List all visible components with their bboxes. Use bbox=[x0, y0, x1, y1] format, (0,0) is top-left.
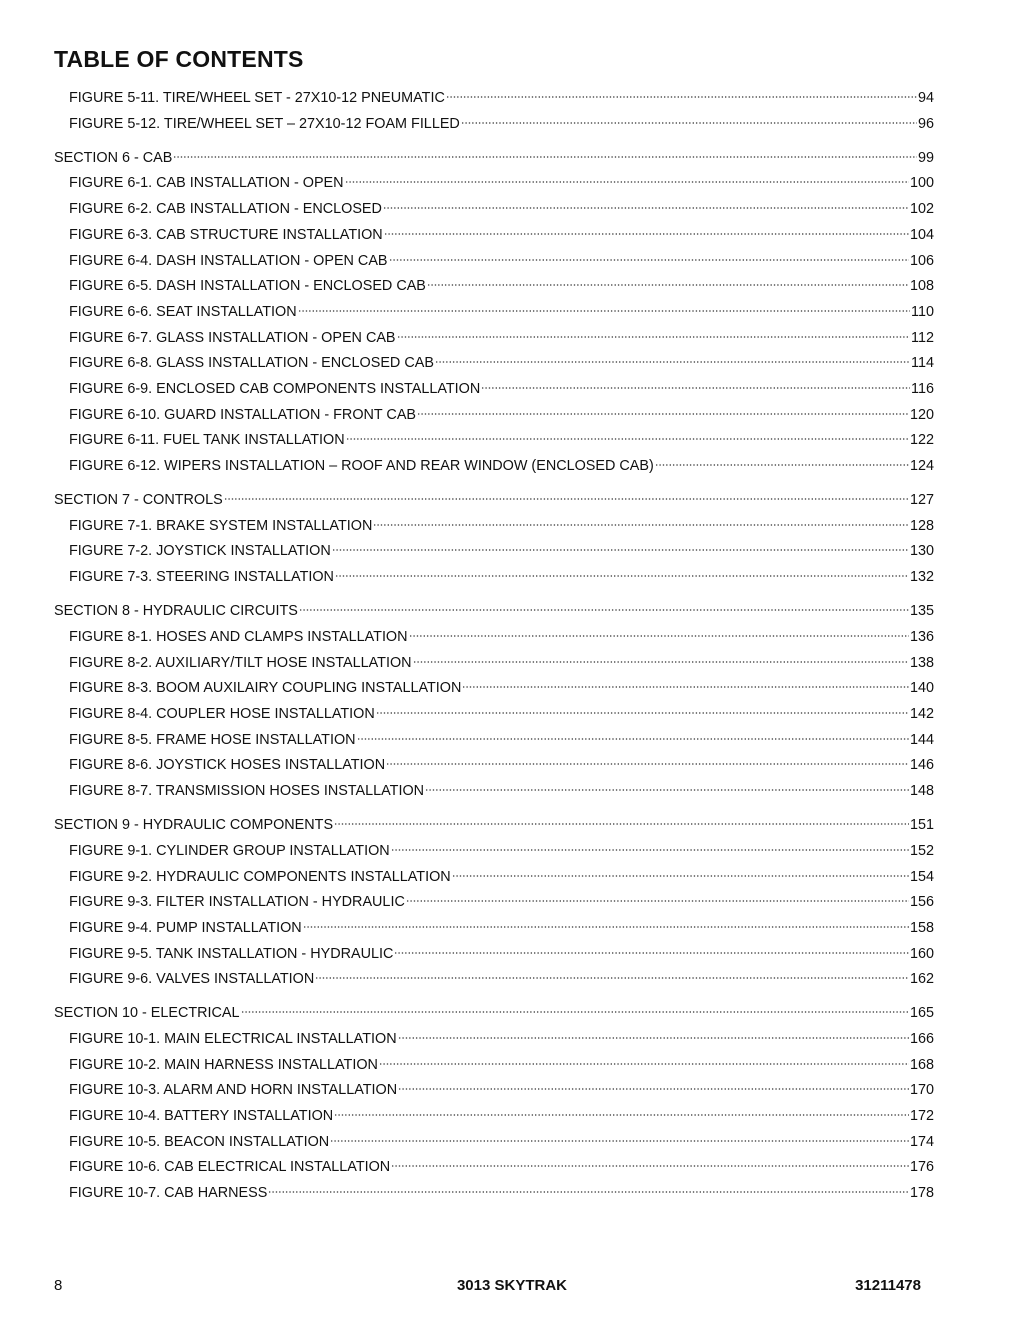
table-of-contents bbox=[0, 86, 1024, 1207]
toc-figure-entry[interactable] bbox=[0, 274, 1024, 300]
toc-entry-title: SECTION 8 - HYDRAULIC CIRCUITS bbox=[54, 603, 298, 620]
toc-entry-title: FIGURE 8-5. FRAME HOSE INSTALLATION bbox=[69, 731, 356, 748]
dot-leader bbox=[373, 523, 909, 527]
toc-section-entry[interactable] bbox=[0, 488, 1024, 514]
toc-entry-page-number: 96 bbox=[917, 115, 934, 132]
toc-entry-title: FIGURE 6-10. GUARD INSTALLATION - FRONT CAB bbox=[69, 406, 417, 423]
toc-entry-page-number: 102 bbox=[909, 201, 934, 218]
toc-entry-title: FIGURE 8-2. AUXILIARY/TILT HOSE INSTALLATION bbox=[69, 654, 412, 671]
toc-entry-page-number: 176 bbox=[909, 1159, 934, 1176]
dot-leader bbox=[173, 155, 917, 159]
toc-entry-title: FIGURE 6-1. CAB INSTALLATION - OPEN bbox=[69, 175, 344, 192]
toc-figure-entry[interactable] bbox=[0, 1130, 1024, 1156]
footer-page-number: 8 bbox=[54, 1277, 63, 1294]
toc-entry-page-number: 146 bbox=[909, 757, 934, 774]
toc-entry-title: FIGURE 9-6. VALVES INSTALLATION bbox=[69, 971, 315, 988]
toc-entry-title: FIGURE 10-6. CAB ELECTRICAL INSTALLATION bbox=[69, 1159, 391, 1176]
toc-entry-page-number: 136 bbox=[909, 628, 934, 645]
toc-entry-title: FIGURE 9-2. HYDRAULIC COMPONENTS INSTALLATION bbox=[69, 868, 451, 885]
toc-entry-page-number: 94 bbox=[917, 90, 934, 106]
toc-figure-entry[interactable] bbox=[0, 865, 1024, 891]
toc-figure-entry[interactable] bbox=[0, 1053, 1024, 1079]
toc-entry-page-number: 114 bbox=[911, 355, 934, 372]
toc-entry-page-number: 148 bbox=[909, 783, 934, 800]
dot-leader bbox=[461, 121, 917, 125]
toc-figure-entry[interactable] bbox=[0, 839, 1024, 865]
toc-figure-entry[interactable] bbox=[0, 565, 1024, 591]
dot-leader bbox=[386, 762, 909, 766]
dot-leader bbox=[335, 574, 909, 578]
toc-figure-entry[interactable] bbox=[0, 86, 1024, 112]
dot-leader bbox=[481, 386, 910, 390]
toc-entry-title: FIGURE 6-5. DASH INSTALLATION - ENCLOSED CAB bbox=[69, 278, 426, 295]
dot-leader bbox=[268, 1190, 909, 1194]
toc-figure-entry[interactable] bbox=[0, 1155, 1024, 1181]
toc-entry-page-number: 165 bbox=[909, 1005, 934, 1022]
toc-entry-page-number: 120 bbox=[909, 406, 934, 423]
toc-figure-entry[interactable] bbox=[0, 300, 1024, 326]
dot-leader bbox=[391, 848, 909, 852]
toc-figure-entry[interactable] bbox=[0, 1181, 1024, 1207]
toc-figure-entry[interactable] bbox=[0, 197, 1024, 223]
toc-entry-page-number: 135 bbox=[909, 603, 934, 620]
toc-entry-page-number: 142 bbox=[909, 705, 934, 722]
dot-leader bbox=[389, 258, 909, 262]
dot-leader bbox=[435, 360, 910, 364]
toc-entry-title: SECTION 10 - ELECTRICAL bbox=[54, 1005, 240, 1022]
dot-leader bbox=[409, 634, 909, 638]
toc-entry-title: FIGURE 6-12. WIPERS INSTALLATION – ROOF AND REAR WINDOW (ENCLOSED CAB) bbox=[69, 458, 654, 475]
toc-entry-page-number: 158 bbox=[909, 919, 934, 936]
toc-entry-title: FIGURE 6-6. SEAT INSTALLATION bbox=[69, 303, 297, 320]
toc-entry-page-number: 116 bbox=[911, 380, 934, 397]
toc-entry-title: FIGURE 8-6. JOYSTICK HOSES INSTALLATION bbox=[69, 757, 386, 774]
dot-leader bbox=[391, 1164, 909, 1168]
toc-figure-entry[interactable] bbox=[0, 625, 1024, 651]
toc-figure-entry[interactable] bbox=[0, 942, 1024, 968]
dot-leader bbox=[298, 309, 910, 313]
toc-entry-title: FIGURE 6-4. DASH INSTALLATION - OPEN CAB bbox=[69, 252, 388, 269]
dot-leader bbox=[383, 206, 909, 210]
toc-entry-title: FIGURE 8-4. COUPLER HOSE INSTALLATION bbox=[69, 705, 375, 722]
dot-leader bbox=[315, 976, 909, 980]
toc-entry-page-number: 160 bbox=[909, 945, 934, 962]
toc-entry-page-number: 174 bbox=[909, 1133, 934, 1150]
toc-entry-title: FIGURE 8-7. TRANSMISSION HOSES INSTALLATION bbox=[69, 783, 425, 800]
toc-entry-page-number: 172 bbox=[909, 1108, 934, 1125]
dot-leader bbox=[330, 1139, 909, 1143]
toc-entry-title: FIGURE 9-1. CYLINDER GROUP INSTALLATION bbox=[69, 842, 390, 859]
toc-figure-entry[interactable] bbox=[0, 728, 1024, 754]
toc-entry-title: FIGURE 6-7. GLASS INSTALLATION - OPEN CAB bbox=[69, 329, 396, 346]
toc-entry-title: FIGURE 7-2. JOYSTICK INSTALLATION bbox=[69, 543, 331, 560]
dot-leader bbox=[446, 95, 917, 99]
toc-entry-page-number: 108 bbox=[909, 278, 934, 295]
toc-entry-title: FIGURE 9-3. FILTER INSTALLATION - HYDRAULIC bbox=[69, 894, 405, 911]
toc-figure-entry[interactable] bbox=[0, 676, 1024, 702]
toc-entry-page-number: 154 bbox=[909, 868, 934, 885]
toc-figure-entry[interactable] bbox=[0, 326, 1024, 352]
dot-leader bbox=[413, 660, 909, 664]
toc-figure-entry[interactable] bbox=[0, 539, 1024, 565]
page-title: TABLE OF CONTENTS bbox=[54, 46, 304, 72]
toc-figure-entry[interactable] bbox=[0, 514, 1024, 540]
toc-entry-page-number: 152 bbox=[909, 842, 934, 859]
toc-figure-entry[interactable] bbox=[0, 651, 1024, 677]
toc-entry-title: FIGURE 10-3. ALARM AND HORN INSTALLATION bbox=[69, 1082, 398, 1099]
toc-figure-entry[interactable] bbox=[0, 112, 1024, 138]
toc-figure-entry[interactable] bbox=[0, 351, 1024, 377]
toc-figure-entry[interactable] bbox=[0, 967, 1024, 993]
toc-figure-entry[interactable] bbox=[0, 702, 1024, 728]
toc-entry-page-number: 170 bbox=[909, 1082, 934, 1099]
toc-entry-title: FIGURE 10-7. CAB HARNESS bbox=[69, 1185, 268, 1202]
toc-figure-entry[interactable] bbox=[0, 1078, 1024, 1104]
dot-leader bbox=[655, 463, 909, 467]
toc-section-entry[interactable] bbox=[0, 813, 1024, 839]
toc-entry-title: FIGURE 10-4. BATTERY INSTALLATION bbox=[69, 1108, 334, 1125]
dot-leader bbox=[334, 1113, 909, 1117]
toc-entry-title: FIGURE 6-3. CAB STRUCTURE INSTALLATION bbox=[69, 226, 383, 243]
toc-entry-page-number: 162 bbox=[909, 971, 934, 988]
toc-entry-title: FIGURE 6-9. ENCLOSED CAB COMPONENTS INSTALLATION bbox=[69, 380, 481, 397]
dot-leader bbox=[406, 899, 909, 903]
dot-leader bbox=[417, 412, 909, 416]
toc-entry-page-number: 104 bbox=[909, 226, 934, 243]
toc-entry-title: FIGURE 8-1. HOSES AND CLAMPS INSTALLATION bbox=[69, 628, 408, 645]
toc-entry-title: FIGURE 8-3. BOOM AUXILAIRY COUPLING INSTALLATION bbox=[69, 680, 462, 697]
toc-entry-title: FIGURE 10-2. MAIN HARNESS INSTALLATION bbox=[69, 1056, 378, 1073]
dot-leader bbox=[427, 283, 909, 287]
dot-leader bbox=[397, 335, 911, 339]
toc-entry-page-number: 99 bbox=[917, 149, 934, 166]
toc-entry-title: SECTION 9 - HYDRAULIC COMPONENTS bbox=[54, 817, 334, 834]
toc-entry-page-number: 132 bbox=[909, 569, 934, 586]
dot-leader bbox=[345, 180, 909, 184]
toc-figure-entry[interactable] bbox=[0, 753, 1024, 779]
dot-leader bbox=[241, 1010, 909, 1014]
toc-entry-title: FIGURE 10-1. MAIN ELECTRICAL INSTALLATION bbox=[69, 1031, 397, 1048]
toc-entry-page-number: 156 bbox=[909, 894, 934, 911]
toc-section-entry[interactable] bbox=[0, 599, 1024, 625]
toc-figure-entry[interactable] bbox=[0, 171, 1024, 197]
dot-leader bbox=[379, 1062, 909, 1066]
toc-entry-title: FIGURE 6-11. FUEL TANK INSTALLATION bbox=[69, 432, 345, 449]
dot-leader bbox=[398, 1036, 909, 1040]
dot-leader bbox=[398, 1087, 909, 1091]
dot-leader bbox=[384, 232, 909, 236]
toc-entry-page-number: 124 bbox=[909, 458, 934, 475]
toc-entry-title: FIGURE 6-8. GLASS INSTALLATION - ENCLOSED CAB bbox=[69, 355, 434, 372]
toc-figure-entry[interactable] bbox=[0, 1027, 1024, 1053]
toc-entry-page-number: 130 bbox=[909, 543, 934, 560]
toc-entry-page-number: 128 bbox=[909, 517, 934, 534]
toc-entry-title: FIGURE 7-1. BRAKE SYSTEM INSTALLATION bbox=[69, 517, 373, 534]
toc-figure-entry[interactable] bbox=[0, 403, 1024, 429]
toc-section-entry[interactable] bbox=[0, 1001, 1024, 1027]
dot-leader bbox=[357, 737, 909, 741]
toc-entry-title: FIGURE 5-11. TIRE/WHEEL SET - 27X10-12 PNEUMATIC bbox=[69, 90, 445, 106]
dot-leader bbox=[394, 951, 909, 955]
toc-entry-page-number: 100 bbox=[909, 175, 934, 192]
toc-entry-title: FIGURE 5-12. TIRE/WHEEL SET – 27X10-12 FOAM FILLED bbox=[69, 115, 460, 132]
toc-entry-page-number: 122 bbox=[909, 432, 934, 449]
toc-entry-title: SECTION 7 - CONTROLS bbox=[54, 492, 223, 509]
toc-entry-title: FIGURE 10-5. BEACON INSTALLATION bbox=[69, 1133, 330, 1150]
toc-figure-entry[interactable] bbox=[0, 779, 1024, 805]
toc-figure-entry[interactable] bbox=[0, 454, 1024, 480]
toc-entry-page-number: 110 bbox=[911, 303, 934, 320]
toc-figure-entry[interactable] bbox=[0, 377, 1024, 403]
toc-figure-entry[interactable] bbox=[0, 249, 1024, 275]
dot-leader bbox=[346, 437, 909, 441]
toc-entry-page-number: 127 bbox=[909, 492, 934, 509]
toc-entry-page-number: 112 bbox=[911, 329, 934, 346]
toc-figure-entry[interactable] bbox=[0, 916, 1024, 942]
dot-leader bbox=[332, 548, 909, 552]
dot-leader bbox=[452, 874, 909, 878]
toc-entry-page-number: 144 bbox=[909, 731, 934, 748]
toc-entry-page-number: 106 bbox=[909, 252, 934, 269]
toc-entry-title: FIGURE 9-4. PUMP INSTALLATION bbox=[69, 919, 302, 936]
toc-entry-page-number: 140 bbox=[909, 680, 934, 697]
toc-figure-entry[interactable] bbox=[0, 223, 1024, 249]
dot-leader bbox=[303, 925, 909, 929]
footer-product-name: 3013 SKYTRAK bbox=[456, 1277, 568, 1294]
toc-figure-entry[interactable] bbox=[0, 890, 1024, 916]
toc-entry-page-number: 168 bbox=[909, 1056, 934, 1073]
toc-entry-page-number: 166 bbox=[909, 1031, 934, 1048]
toc-entry-page-number: 178 bbox=[909, 1185, 934, 1202]
toc-entry-page-number: 138 bbox=[909, 654, 934, 671]
dot-leader bbox=[376, 711, 909, 715]
dot-leader bbox=[224, 497, 909, 501]
toc-entry-title: SECTION 6 - CAB bbox=[54, 149, 173, 166]
toc-entry-title: FIGURE 6-2. CAB INSTALLATION - ENCLOSED bbox=[69, 201, 382, 218]
toc-figure-entry[interactable] bbox=[0, 428, 1024, 454]
footer-part-number: 31211478 bbox=[855, 1277, 921, 1294]
toc-entry-title: FIGURE 9-5. TANK INSTALLATION - HYDRAULIC bbox=[69, 945, 394, 962]
dot-leader bbox=[334, 822, 909, 826]
toc-figure-entry[interactable] bbox=[0, 1104, 1024, 1130]
toc-entry-page-number: 151 bbox=[909, 817, 934, 834]
dot-leader bbox=[425, 788, 909, 792]
toc-section-entry[interactable] bbox=[0, 146, 1024, 172]
toc-entry-title: FIGURE 7-3. STEERING INSTALLATION bbox=[69, 569, 334, 586]
dot-leader bbox=[299, 608, 909, 612]
dot-leader bbox=[462, 685, 909, 689]
